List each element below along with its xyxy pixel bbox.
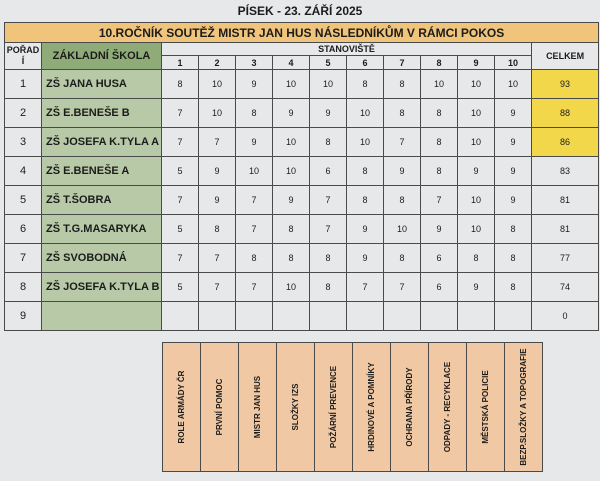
score-cell: 10 [384,215,421,244]
score-cell: 7 [199,273,236,302]
station-name-cell [353,343,391,472]
station-name-cell [429,343,467,472]
station-name-label: MISTR JAN HUS [252,375,262,439]
score-cell: 8 [199,215,236,244]
score-cell: 10 [458,128,495,157]
station-name-label: POŽÁRNÍ PREVENCE [328,365,338,449]
station-name-cell [277,343,315,472]
rank-cell: 4 [5,157,42,186]
station-number-3: 3 [236,56,273,70]
score-cell: 8 [236,99,273,128]
station-number-6: 6 [347,56,384,70]
score-cell: 9 [310,99,347,128]
score-cell: 9 [458,157,495,186]
rank-cell: 6 [5,215,42,244]
score-cell: 7 [162,128,199,157]
score-cell [162,302,199,331]
station-name-label: PRVNÍ POMOC [214,378,224,436]
score-cell: 10 [347,99,384,128]
school-name-cell: ZŠ T.G.MASARYKA [42,215,162,244]
station-name-label: SLOŽKY IZS [290,383,300,431]
score-cell: 5 [162,157,199,186]
school-name-cell: ZŠ JOSEFA K.TYLA B [42,273,162,302]
score-cell: 10 [310,70,347,99]
school-name-cell [42,302,162,331]
score-cell: 7 [199,244,236,273]
table-row [5,244,599,273]
score-cell: 10 [421,70,458,99]
table-row [5,302,599,331]
score-cell: 10 [458,99,495,128]
score-cell: 6 [310,157,347,186]
station-name-label: MĚSTSKÁ POLICIE [480,370,490,444]
score-cell [421,302,458,331]
score-cell: 7 [310,186,347,215]
score-cell: 10 [273,273,310,302]
table-row [5,128,599,157]
table-row [5,273,599,302]
score-cell: 7 [236,215,273,244]
score-cell: 9 [495,99,532,128]
score-cell: 7 [162,244,199,273]
score-cell: 8 [421,128,458,157]
table-row [5,157,599,186]
station-name-cell [315,343,353,472]
total-cell: 77 [532,244,599,273]
score-cell [199,302,236,331]
score-cell: 9 [421,215,458,244]
score-cell [310,302,347,331]
rank-cell: 7 [5,244,42,273]
score-cell: 9 [384,157,421,186]
score-cell: 9 [458,273,495,302]
station-name-label: HRDINOVÉ A POMNÍKY [366,362,376,452]
score-cell: 9 [347,215,384,244]
table-row [5,70,599,99]
score-cell: 8 [384,186,421,215]
school-name-cell: ZŠ E.BENEŠE A [42,157,162,186]
score-cell: 7 [236,186,273,215]
table-row [5,186,599,215]
score-cell: 7 [384,128,421,157]
score-cell: 8 [347,157,384,186]
station-name-label: ODPADY - RECYKLACE [442,361,452,453]
score-cell: 8 [384,99,421,128]
score-cell: 9 [273,186,310,215]
results-table [4,22,599,331]
score-cell: 9 [236,70,273,99]
school-name-cell: ZŠ SVOBODNÁ [42,244,162,273]
score-cell: 8 [347,70,384,99]
station-name-cell [467,343,505,472]
rank-cell: 5 [5,186,42,215]
station-number-9: 9 [458,56,495,70]
score-cell: 10 [199,99,236,128]
score-cell: 10 [236,157,273,186]
score-cell: 8 [236,244,273,273]
score-cell: 8 [384,70,421,99]
score-cell: 10 [458,215,495,244]
score-cell: 10 [495,70,532,99]
score-cell: 9 [199,157,236,186]
rank-header [5,43,42,70]
score-cell: 6 [421,273,458,302]
table-title: 10.ROČNÍK SOUTĚŽ MISTR JAN HUS NÁSLEDNÍKŮM V RÁMCI POKOS [5,23,599,43]
school-name-cell: ZŠ T.ŠOBRA [42,186,162,215]
score-cell: 10 [199,70,236,99]
station-name-cell [201,343,239,472]
table-row [5,215,599,244]
score-cell: 10 [273,128,310,157]
score-cell: 9 [347,244,384,273]
score-cell [273,302,310,331]
score-cell: 7 [310,215,347,244]
total-cell: 83 [532,157,599,186]
score-cell [495,302,532,331]
rank-header-label: POŘAD Í [6,45,40,66]
score-cell: 9 [236,128,273,157]
total-header: CELKEM [532,43,599,70]
score-cell: 7 [421,186,458,215]
score-cell: 7 [384,273,421,302]
station-number-1: 1 [162,56,199,70]
score-cell: 8 [495,273,532,302]
rank-cell: 2 [5,99,42,128]
score-cell: 8 [310,244,347,273]
station-number-7: 7 [384,56,421,70]
score-cell: 8 [384,244,421,273]
total-cell: 86 [532,128,599,157]
score-cell: 5 [162,273,199,302]
score-cell [236,302,273,331]
station-number-4: 4 [273,56,310,70]
score-cell: 9 [495,157,532,186]
score-cell: 9 [273,99,310,128]
score-cell: 7 [162,99,199,128]
score-cell: 8 [495,244,532,273]
total-cell: 81 [532,186,599,215]
stations-legend [162,342,543,472]
total-cell: 0 [532,302,599,331]
score-cell: 7 [236,273,273,302]
station-number-8: 8 [421,56,458,70]
score-cell: 7 [162,186,199,215]
score-cell: 10 [273,70,310,99]
score-cell: 10 [273,157,310,186]
score-cell: 10 [458,70,495,99]
score-cell: 7 [199,128,236,157]
school-name-cell: ZŠ E.BENEŠE B [42,99,162,128]
score-cell: 8 [421,99,458,128]
score-cell [458,302,495,331]
rank-cell: 3 [5,128,42,157]
stations-header: STANOVIŠTĚ [162,43,532,56]
score-cell [384,302,421,331]
station-name-label: ROLE ARMÁDY ČR [176,370,186,444]
total-cell: 74 [532,273,599,302]
rank-cell: 8 [5,273,42,302]
score-cell: 5 [162,215,199,244]
station-name-cell [391,343,429,472]
station-name-cell [239,343,277,472]
total-cell: 93 [532,70,599,99]
station-name-cell [163,343,201,472]
score-cell: 8 [162,70,199,99]
score-cell: 8 [273,244,310,273]
station-number-2: 2 [199,56,236,70]
school-header: ZÁKLADNÍ ŠKOLA [42,43,162,70]
score-cell: 9 [495,128,532,157]
score-cell: 8 [495,215,532,244]
station-name-label: BEZP.SLOŽKY A TOPOGRAFIE [518,348,528,466]
rank-cell: 1 [5,70,42,99]
score-cell: 9 [495,186,532,215]
score-cell: 8 [421,157,458,186]
score-cell: 8 [310,128,347,157]
score-cell: 7 [347,273,384,302]
total-cell: 81 [532,215,599,244]
score-cell [347,302,384,331]
rank-cell: 9 [5,302,42,331]
score-cell: 6 [421,244,458,273]
score-cell: 10 [458,186,495,215]
score-cell: 8 [347,186,384,215]
station-name-label: OCHRANA PŘÍRODY [404,367,414,447]
score-cell: 8 [310,273,347,302]
station-number-5: 5 [310,56,347,70]
score-cell: 9 [199,186,236,215]
table-row [5,99,599,128]
score-cell: 8 [458,244,495,273]
total-cell: 88 [532,99,599,128]
station-name-cell [505,343,543,472]
score-cell: 8 [273,215,310,244]
school-name-cell: ZŠ JANA HUSA [42,70,162,99]
score-cell: 10 [347,128,384,157]
page-date: PÍSEK - 23. ZÁŘÍ 2025 [237,4,363,18]
school-name-cell: ZŠ JOSEFA K.TYLA A [42,128,162,157]
station-number-10: 10 [495,56,532,70]
